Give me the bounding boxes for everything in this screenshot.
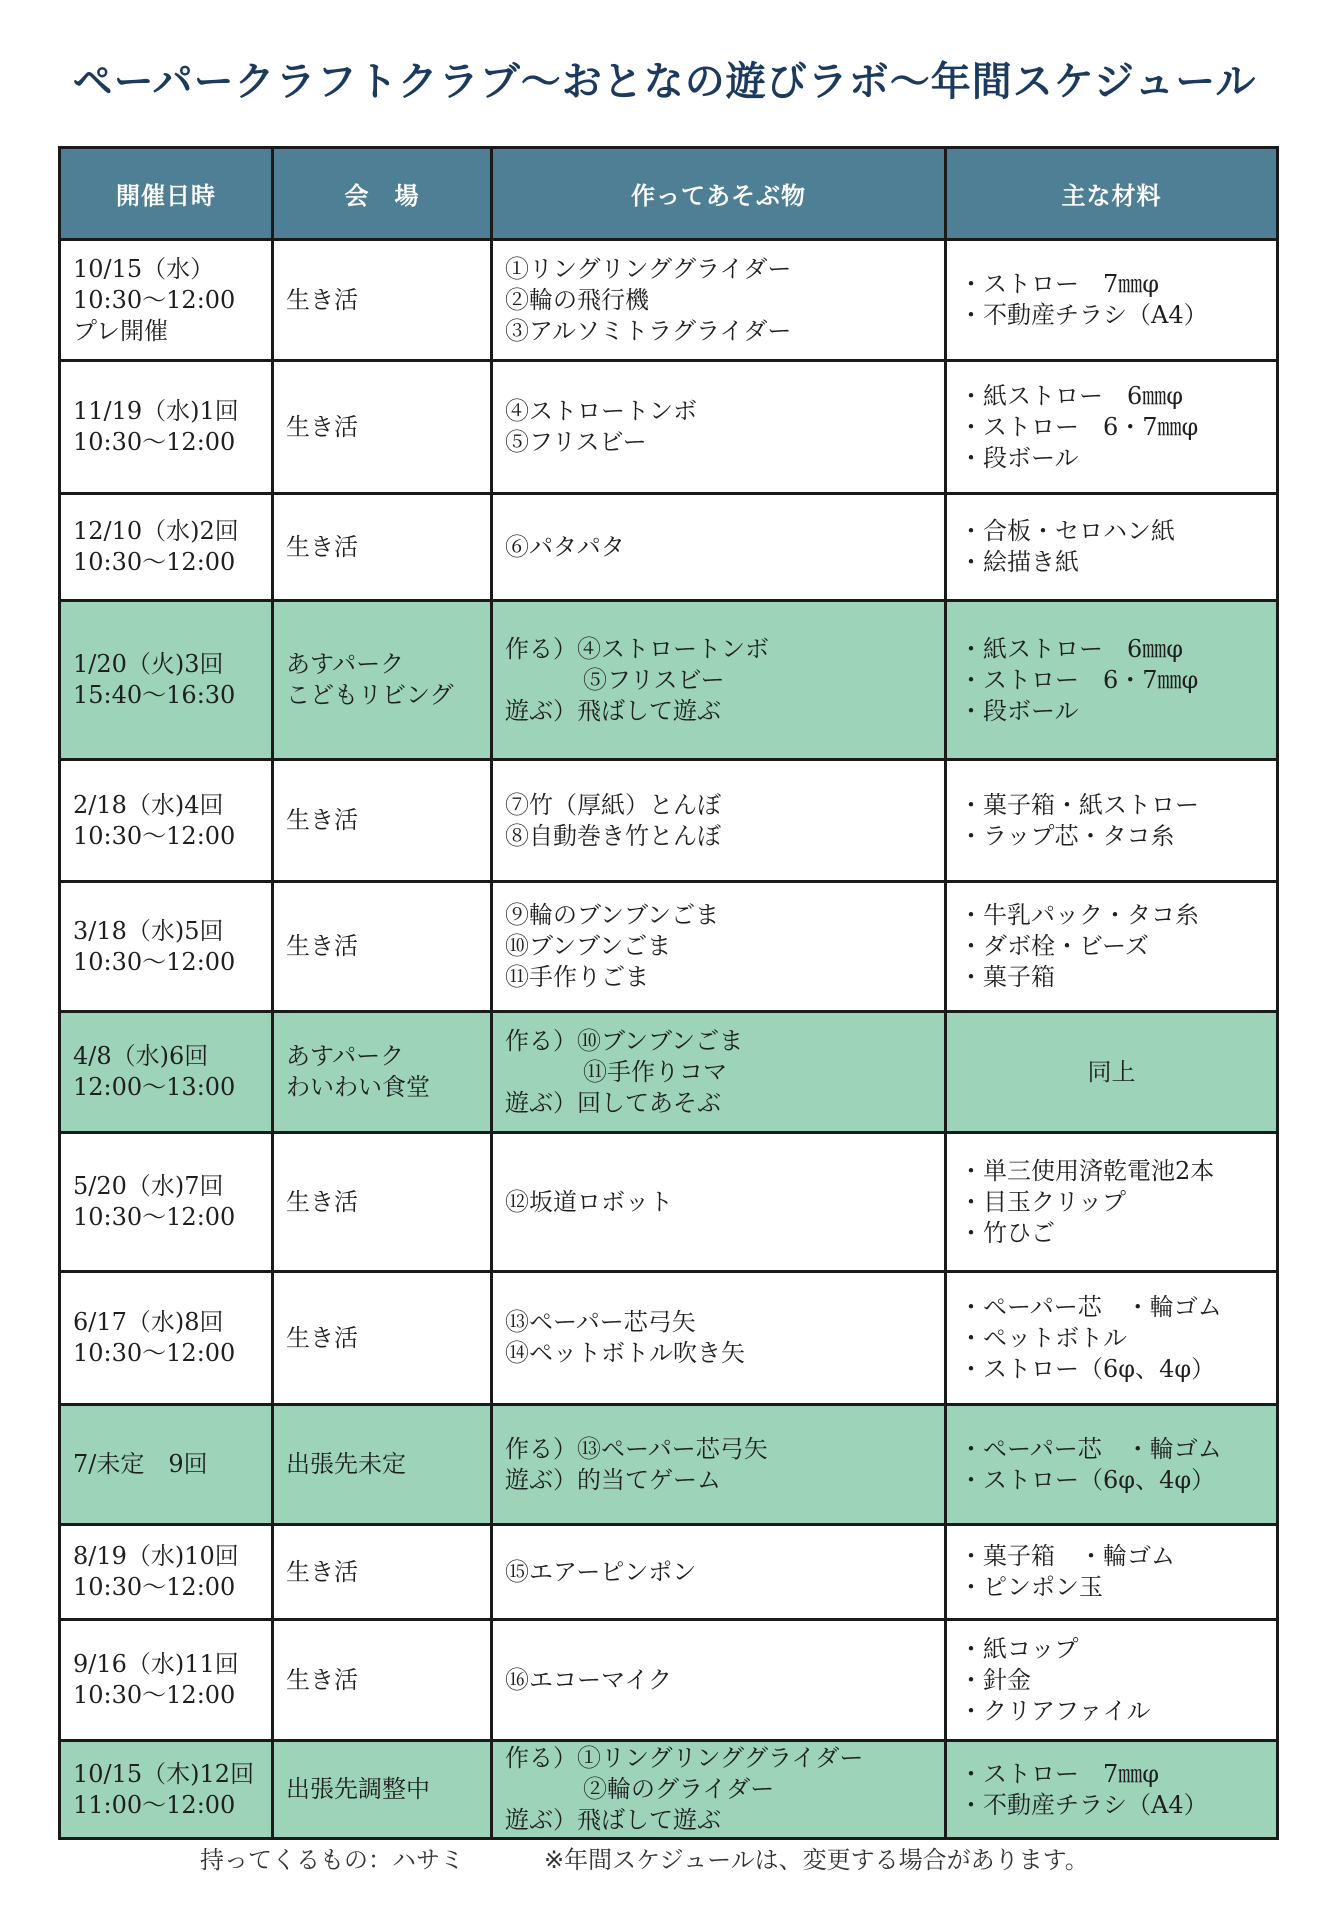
material-line: ・合板・セロハン紙 — [959, 517, 1175, 545]
material-line: ・菓子箱 ・輪ゴム — [959, 1542, 1175, 1570]
item-line: ⑭ペットボトル吹き矢 — [505, 1339, 745, 1367]
item-line: ⑤フリスビー — [583, 665, 725, 694]
materials-cell — [946, 1405, 1278, 1525]
material-line: ・菓子箱・紙ストロー — [959, 790, 1199, 819]
time-line: 10:30〜12:00 — [73, 1573, 236, 1601]
materials-cell — [946, 1272, 1278, 1405]
item-line: ④ストロートンボ — [505, 397, 697, 425]
material-line: ・ストロー 7㎜φ — [959, 270, 1160, 298]
venue-line: 出張先調整中 — [286, 1775, 430, 1803]
venue-line: 生き活 — [286, 1665, 358, 1694]
item-line: 遊ぶ）飛ばして遊ぶ — [505, 1806, 721, 1834]
venue-cell — [273, 240, 492, 361]
item-line: ⑪手作りごま — [505, 963, 649, 991]
time-line: 10:30〜12:00 — [73, 1339, 236, 1367]
date-line: 7/未定 9回 — [73, 1450, 208, 1478]
materials-cell — [946, 882, 1278, 1012]
venue-line: 生き活 — [286, 285, 358, 314]
item-line: 作る）⑬ペーパー芯弓矢 — [505, 1434, 768, 1463]
venue-line: あすパーク — [286, 650, 405, 678]
date-cell — [60, 1525, 273, 1620]
material-line: ・紙コップ — [959, 1634, 1079, 1663]
item-line: ①リングリンググライダー — [505, 254, 792, 283]
venue-cell — [273, 1272, 492, 1405]
date-cell — [60, 882, 273, 1012]
item-line: ⑩ブンブンごま — [505, 932, 672, 960]
item-line: 遊ぶ）飛ばして遊ぶ — [505, 696, 721, 725]
venue-cell — [273, 601, 492, 760]
header-venue: 会 場 — [273, 148, 492, 240]
item-line: ⑨輪のブンブンごま — [505, 901, 720, 929]
table-row — [60, 1525, 1278, 1620]
date-line: 5/20（水)7回 — [73, 1172, 224, 1200]
time-line: 11:00〜12:00 — [73, 1790, 236, 1819]
materials-cell — [946, 240, 1278, 361]
footer-note — [200, 1840, 1200, 1875]
venue-cell — [273, 1741, 492, 1839]
venue-cell — [273, 494, 492, 601]
schedule-table — [58, 146, 1279, 1840]
material-line: ・ストロー（6φ、4φ） — [959, 1354, 1216, 1383]
item-line: 遊ぶ）回してあそぶ — [505, 1088, 721, 1117]
item-line: 作る）①リングリンググライダー — [505, 1744, 864, 1772]
table-row — [60, 1133, 1278, 1272]
table-row — [60, 1272, 1278, 1405]
footer-bring: 持ってくるもの：ハサミ — [200, 1846, 464, 1874]
item-line: ②輪の飛行機 — [505, 285, 649, 314]
date-cell — [60, 1012, 273, 1133]
materials-cell — [946, 361, 1278, 494]
items-cell — [492, 1741, 946, 1839]
table-row — [60, 882, 1278, 1012]
material-line: ・段ボール — [959, 696, 1079, 725]
item-line: ②輪のグライダー — [583, 1775, 775, 1803]
venue-cell — [273, 1012, 492, 1133]
time-line: 12:00〜13:00 — [73, 1073, 236, 1101]
venue-line: 生き活 — [286, 932, 358, 960]
date-cell — [60, 361, 273, 494]
material-line: ・針金 — [959, 1665, 1031, 1694]
items-cell — [492, 494, 946, 601]
material-line: ・竹ひご — [959, 1218, 1055, 1247]
materials-cell — [946, 494, 1278, 601]
materials-cell — [946, 1741, 1278, 1839]
material-line: ・不動産チラシ（A4） — [959, 301, 1208, 329]
materials-cell — [946, 601, 1278, 760]
items-cell — [492, 240, 946, 361]
venue-cell — [273, 1405, 492, 1525]
venue-line: こどもリビング — [286, 681, 454, 709]
item-line: 作る）⑩ブンブンごま — [505, 1026, 744, 1055]
material-line: ・紙ストロー 6㎜φ — [959, 381, 1184, 410]
venue-line: 生き活 — [286, 412, 358, 441]
venue-cell — [273, 361, 492, 494]
item-line: ⑯エコーマイク — [505, 1665, 673, 1694]
material-line: ・ラップ芯・タコ糸 — [959, 821, 1175, 850]
venue-cell — [273, 1133, 492, 1272]
material-line: ・ストロー 6・7㎜φ — [959, 665, 1199, 694]
items-cell — [492, 1525, 946, 1620]
date-line: 10/15（木)12回 — [73, 1759, 255, 1788]
time-line: 10:30〜12:00 — [73, 1681, 236, 1709]
time-line: 10:30〜12:00 — [73, 821, 236, 850]
date-cell — [60, 1133, 273, 1272]
venue-line: 生き活 — [286, 806, 358, 834]
item-line: ⑪手作りコマ — [583, 1057, 727, 1086]
items-cell — [492, 601, 946, 760]
material-line: ・ストロー（6φ、4φ） — [959, 1465, 1216, 1494]
footer-disclaimer: ※年間スケジュールは、変更する場合があります。 — [544, 1846, 1089, 1874]
items-cell — [492, 760, 946, 882]
table-row — [60, 760, 1278, 882]
venue-line: 生き活 — [286, 532, 358, 561]
item-line: ⑧自動巻き竹とんぼ — [505, 821, 721, 850]
item-line: ⑬ペーパー芯弓矢 — [505, 1308, 696, 1336]
table-row — [60, 494, 1278, 601]
venue-cell — [273, 1620, 492, 1741]
date-line: 8/19（水)10回 — [73, 1542, 239, 1570]
date-cell — [60, 601, 273, 760]
material-line: ・ペットボトル — [959, 1323, 1127, 1352]
item-line: ③アルソミトラグライダー — [505, 316, 792, 345]
material-line: ・単三使用済乾電池2本 — [959, 1156, 1215, 1185]
date-cell — [60, 240, 273, 361]
items-cell — [492, 1405, 946, 1525]
date-line: 9/16（水)11回 — [73, 1650, 239, 1678]
date-cell — [60, 1620, 273, 1741]
date-line: 3/18（水)5回 — [73, 916, 224, 945]
materials-cell — [946, 1525, 1278, 1620]
date-line: 4/8（水)6回 — [73, 1042, 209, 1070]
venue-line: 生き活 — [286, 1187, 358, 1216]
material-line: 同上 — [1087, 1057, 1136, 1086]
material-line: ・牛乳パック・タコ糸 — [959, 901, 1199, 929]
time-line: 10:30〜12:00 — [73, 548, 236, 576]
table-row — [60, 240, 1278, 361]
date-cell — [60, 760, 273, 882]
materials-cell — [946, 760, 1278, 882]
materials-cell — [946, 1133, 1278, 1272]
table-row-highlighted — [60, 601, 1278, 760]
date-cell — [60, 494, 273, 601]
header-items: 作ってあそぶ物 — [492, 148, 946, 240]
items-cell — [492, 1133, 946, 1272]
date-line: 11/19（水)1回 — [73, 397, 239, 425]
material-line: ・段ボール — [959, 443, 1079, 472]
date-cell — [60, 1272, 273, 1405]
materials-cell — [946, 1012, 1278, 1133]
material-line: ・ダボ栓・ビーズ — [959, 932, 1149, 960]
table-row — [60, 1620, 1278, 1741]
time-line: 10:30〜12:00 — [73, 428, 236, 456]
venue-cell — [273, 760, 492, 882]
material-line: ・ピンポン玉 — [959, 1573, 1103, 1601]
venue-line: 出張先未定 — [286, 1450, 406, 1478]
venue-line: あすパーク — [286, 1042, 405, 1070]
item-line: ⑤フリスビー — [505, 428, 647, 456]
venue-cell — [273, 1525, 492, 1620]
item-line: ⑥パタパタ — [505, 532, 625, 561]
items-cell — [492, 1272, 946, 1405]
items-cell — [492, 1012, 946, 1133]
header-date: 開催日時 — [60, 148, 273, 240]
time-line: 10:30〜12:00 — [73, 1203, 236, 1231]
time-line: 10:30〜12:00 — [73, 285, 236, 314]
item-line: 遊ぶ）的当てゲーム — [505, 1465, 721, 1494]
material-line: ・目玉クリップ — [959, 1187, 1127, 1216]
venue-line: 生き活 — [286, 1557, 358, 1586]
date-line: 2/18（水)4回 — [73, 790, 224, 819]
item-line: 作る）④ストロートンボ — [505, 634, 769, 663]
material-line: ・クリアファイル — [959, 1696, 1151, 1725]
header-materials: 主な材料 — [946, 148, 1278, 240]
material-line: ・紙ストロー 6㎜φ — [959, 634, 1184, 663]
venue-line: 生き活 — [286, 1323, 358, 1352]
time-line: 10:30〜12:00 — [73, 947, 236, 976]
time-line: 15:40〜16:30 — [73, 681, 236, 709]
page-title: ペーパークラフトクラブ〜おとなの遊びラボ〜年間スケジュール — [72, 59, 1257, 105]
items-cell — [492, 1620, 946, 1741]
item-line: ⑦竹（厚紙）とんぼ — [505, 790, 721, 819]
material-line: ・ストロー 6・7㎜φ — [959, 412, 1199, 441]
table-row-highlighted — [60, 1741, 1278, 1839]
note-line: プレ開催 — [73, 316, 169, 345]
date-line: 1/20（火)3回 — [73, 650, 224, 678]
material-line: ・菓子箱 — [959, 963, 1055, 991]
material-line: ・ペーパー芯 ・輪ゴム — [959, 1434, 1222, 1463]
table-row-highlighted — [60, 1012, 1278, 1133]
material-line: ・ペーパー芯 ・輪ゴム — [959, 1292, 1222, 1321]
material-line: ・ストロー 7㎜φ — [959, 1759, 1160, 1788]
table-header-row — [60, 148, 1278, 240]
date-cell — [60, 1741, 273, 1839]
table-row — [60, 361, 1278, 494]
date-line: 10/15（水） — [73, 254, 215, 283]
item-line: ⑮エアーピンポン — [505, 1557, 697, 1586]
items-cell — [492, 361, 946, 494]
table-row-highlighted — [60, 1405, 1278, 1525]
material-line: ・絵描き紙 — [959, 548, 1079, 576]
material-line: ・不動産チラシ（A4） — [959, 1790, 1208, 1819]
items-cell — [492, 882, 946, 1012]
venue-line: わいわい食堂 — [286, 1073, 430, 1101]
venue-cell — [273, 882, 492, 1012]
item-line: ⑫坂道ロボット — [505, 1187, 673, 1216]
date-line: 6/17（水)8回 — [73, 1308, 224, 1336]
date-line: 12/10（水)2回 — [73, 517, 239, 545]
date-cell — [60, 1405, 273, 1525]
materials-cell — [946, 1620, 1278, 1741]
